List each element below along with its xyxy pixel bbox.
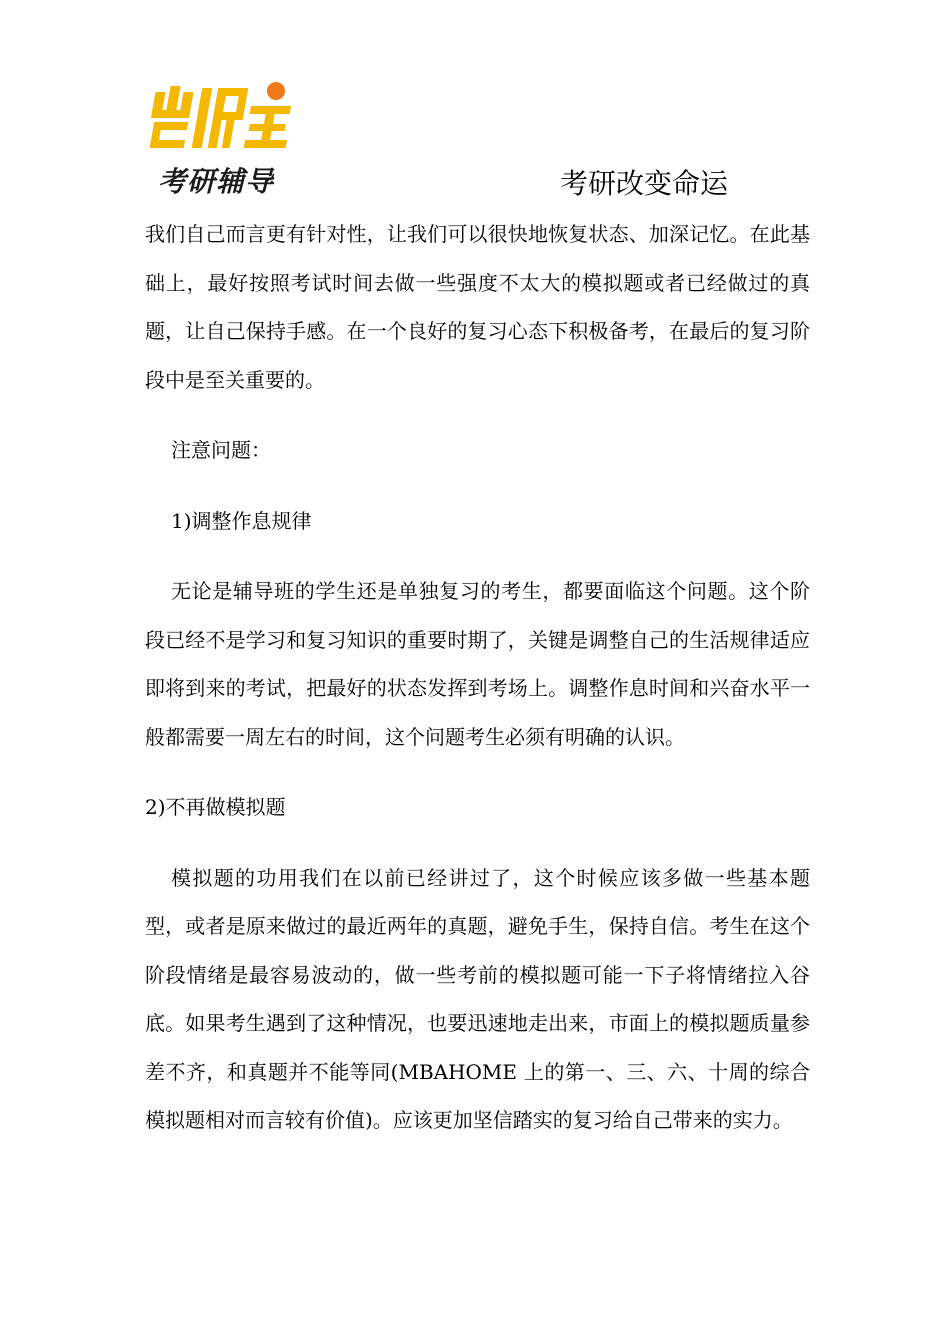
page-header [0, 0, 950, 210]
logo-mark-icon [150, 78, 300, 156]
paragraph-intro-continued: 我们自己而言更有针对性，让我们可以很快地恢复状态、加深记忆。在此基础上，最好按照考试时间去做一些强度不太大的模拟题或者已经做过的真题，让自己保持手感。在一个良好的复习心态下积极备考，在最后的复习阶段中是至关重要的。 [145, 222, 810, 392]
subheading-no-mock-tests: 2)不再做模拟题 [145, 795, 286, 819]
header-slogan: 考研改变命运 [560, 167, 729, 200]
document-body [145, 210, 810, 1145]
subheading-adjust-schedule: 1)调整作息规律 [171, 508, 312, 533]
brand-logo [150, 78, 310, 198]
logo-text: 考研辅导 [158, 165, 275, 198]
paragraph-no-mock-tests: 模拟题的功用我们在以前已经讲过了，这个时候应该多做一些基本题型，或者是原来做过的最近两年的真题，避免手生，保持自信。考生在这个阶段情绪是最容易波动的，做一些考前的模拟题可能一下子将情绪拉入谷底。如果考生遇到了这种情况，也要迅速地走出来，市面上的模拟题质量参差不齐，和真题并不能等同(MBAHOME 上的第一、三、六、十周的综合模拟题相对而言较有价值)。应该更加坚信踏实的复习给自己带来的实力。 [145, 865, 810, 1132]
paragraph-adjust-schedule: 无论是辅导班的学生还是单独复习的考生，都要面临这个问题。这个阶段已经不是学习和复习知识的重要时期了，关键是调整自己的生活规律适应即将到来的考试，把最好的状态发挥到考场上。调整作息时间和兴奋水平一般都需要一周左右的时间，这个问题考生必须有明确的认识。 [145, 579, 810, 749]
section-heading-notes: 注意问题： [171, 438, 271, 462]
